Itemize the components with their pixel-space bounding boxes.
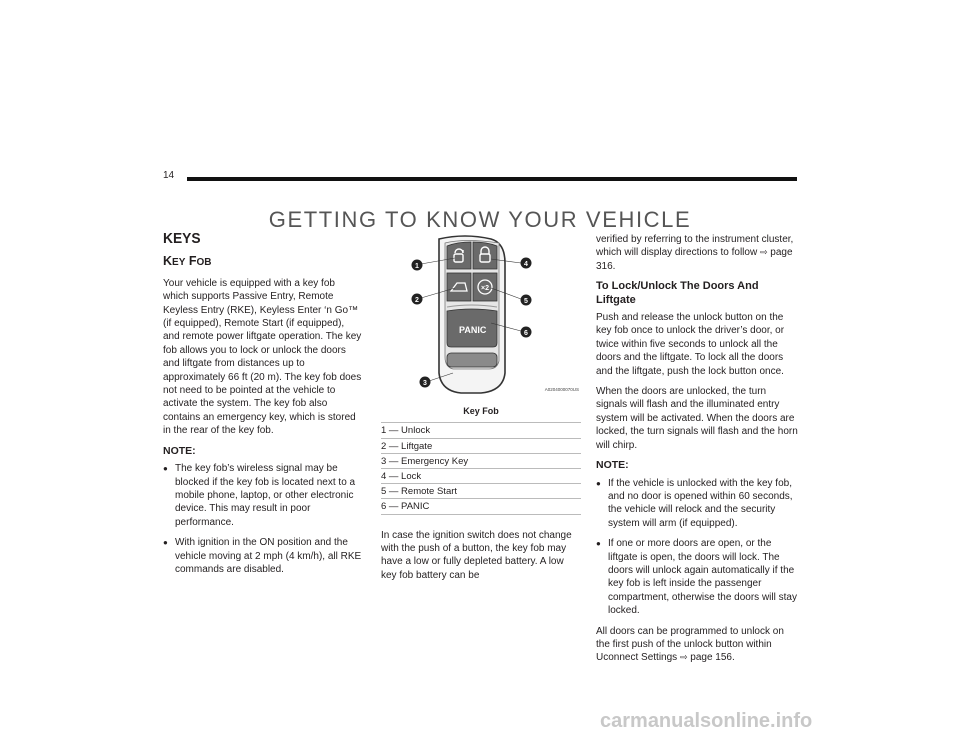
bullet-icon: ● <box>596 478 601 488</box>
list-item <box>596 537 798 617</box>
legend-row: 5 — Remote Start <box>381 483 581 498</box>
legend-row: 3 — Emergency Key <box>381 453 581 468</box>
list-item <box>163 462 363 529</box>
callout-2 <box>412 294 423 305</box>
chapter-title: GETTING TO KNOW YOUR VEHICLE <box>268 206 692 232</box>
svg-text:1: 1 <box>415 263 419 270</box>
uconnect-paragraph <box>596 625 798 665</box>
legend-row: 2 — Liftgate <box>381 438 581 453</box>
note-text: With ignition in the ON position and the vehicle moving at 2 mph (4 km/h), all RKE commands are disabled. <box>175 537 362 575</box>
note-label: NOTE: <box>163 444 196 457</box>
note-text: If one or more doors are open, or the liftgate is open, the doors will lock. The doors will unlock again automatically if the key fob is left inside the passenger compartment, otherwise the doors will stay locked. <box>608 538 797 617</box>
unlock-button-shape <box>447 242 471 269</box>
page-ref-link[interactable]: page 316. <box>596 247 793 272</box>
legend-row: 1 — Unlock <box>381 422 581 437</box>
key-fob-ob: OB <box>196 257 212 269</box>
section-heading-keys: KEYS <box>163 230 201 247</box>
note-text: The key fob’s wireless signal may be blocked if the key fob is located next to a mobile phone, laptop, or other electronic device. This may result in poor performance. <box>175 463 356 528</box>
liftgate-button-shape <box>447 273 471 301</box>
lock-unlock-paragraph: Push and release the unlock button on the key fob once to unlock the driver’s door, or twice within five seconds to unlock all the doors and the liftgate. To lock all the doors and the liftgate, push the lock button once. <box>596 312 785 377</box>
svg-text:2: 2 <box>415 297 419 304</box>
uconnect-text: All doors can be programmed to unlock on the first push of the unlock button within Uconnect Settings <box>596 625 784 664</box>
watermark: carmanualsonline.info <box>600 710 813 732</box>
battery-paragraph-continued <box>596 233 798 273</box>
lock-button-shape <box>473 242 497 269</box>
turn-signals-paragraph: When the doors are unlocked, the turn signals will flash and the illuminated entry system will be activated. When the doors are locked, the turn signals will flash and the horn will chirp. <box>596 386 798 451</box>
list-item <box>596 477 798 531</box>
key-fob-illustration <box>381 233 581 399</box>
callout-4 <box>521 258 532 269</box>
figure-code: A0204000070US <box>544 387 579 392</box>
emergency-key-shape <box>447 353 497 367</box>
legend-table <box>381 422 581 514</box>
figure-caption: Key Fob <box>463 406 499 416</box>
page-ref-arrow-icon: ⇨ <box>759 247 768 258</box>
subheading-key-fob <box>163 255 363 269</box>
svg-text:3: 3 <box>423 380 427 387</box>
legend-row: 6 — PANIC <box>381 498 581 514</box>
page-ref-arrow-icon: ⇨ <box>679 652 688 663</box>
note-text: If the vehicle is unlocked with the key fob, and no door is opened within 60 seconds, the vehicle will relock and the security system will arm (if equipped). <box>608 477 793 529</box>
callout-6 <box>521 327 532 338</box>
callout-1 <box>412 260 423 271</box>
callout-5 <box>521 295 532 306</box>
key-fob-paragraph: Your vehicle is equipped with a key fob which supports Passive Entry, Remote Keyless Entry (RKE), Keyless Enter ‘n Go™ (if equipped), Remote Start (if equipped), and remote power liftgate operation. The key fob allows you to lock or unlock the doors and liftgate from distances up to approximately 66 ft (20 m). The key fob does not need to be pointed at the vehicle to activate the system. The key fob also contains an emergency key, which is stored in the rear of the key fob. <box>163 277 362 437</box>
page-number: 14 <box>163 170 175 181</box>
battery-paragraph: In case the ignition switch does not change with the push of a button, the key fob may have a low or fully depleted battery. A low key fob battery can be <box>381 529 572 581</box>
key-fob-f: F <box>188 254 197 269</box>
note-list <box>163 462 363 576</box>
middle-column <box>381 233 581 589</box>
panic-label: PANIC <box>459 325 487 335</box>
svg-text:×2: ×2 <box>481 285 489 292</box>
list-item <box>163 536 363 576</box>
callout-3 <box>420 377 431 388</box>
left-column <box>163 232 363 583</box>
bullet-icon: ● <box>596 539 601 549</box>
key-fob-ey: EY <box>172 257 186 269</box>
note-label: NOTE: <box>596 459 629 472</box>
note-list <box>596 477 798 618</box>
subheading-lock-unlock: To Lock/Unlock The Doors And Liftgate <box>596 280 759 306</box>
bullet-icon: ● <box>163 538 168 548</box>
svg-text:6: 6 <box>524 330 528 337</box>
legend-row: 4 — Lock <box>381 468 581 483</box>
key-fob-k: K <box>163 254 173 269</box>
bullet-icon: ● <box>163 464 168 474</box>
header-rule <box>187 177 797 181</box>
key-fob-figure <box>381 233 581 403</box>
right-column <box>596 233 798 672</box>
continued-text: verified by referring to the instrument cluster, which will display directions to follow <box>596 234 794 259</box>
svg-text:5: 5 <box>524 298 528 305</box>
svg-text:4: 4 <box>524 261 528 268</box>
page-ref-link[interactable]: page 156. <box>690 652 735 664</box>
